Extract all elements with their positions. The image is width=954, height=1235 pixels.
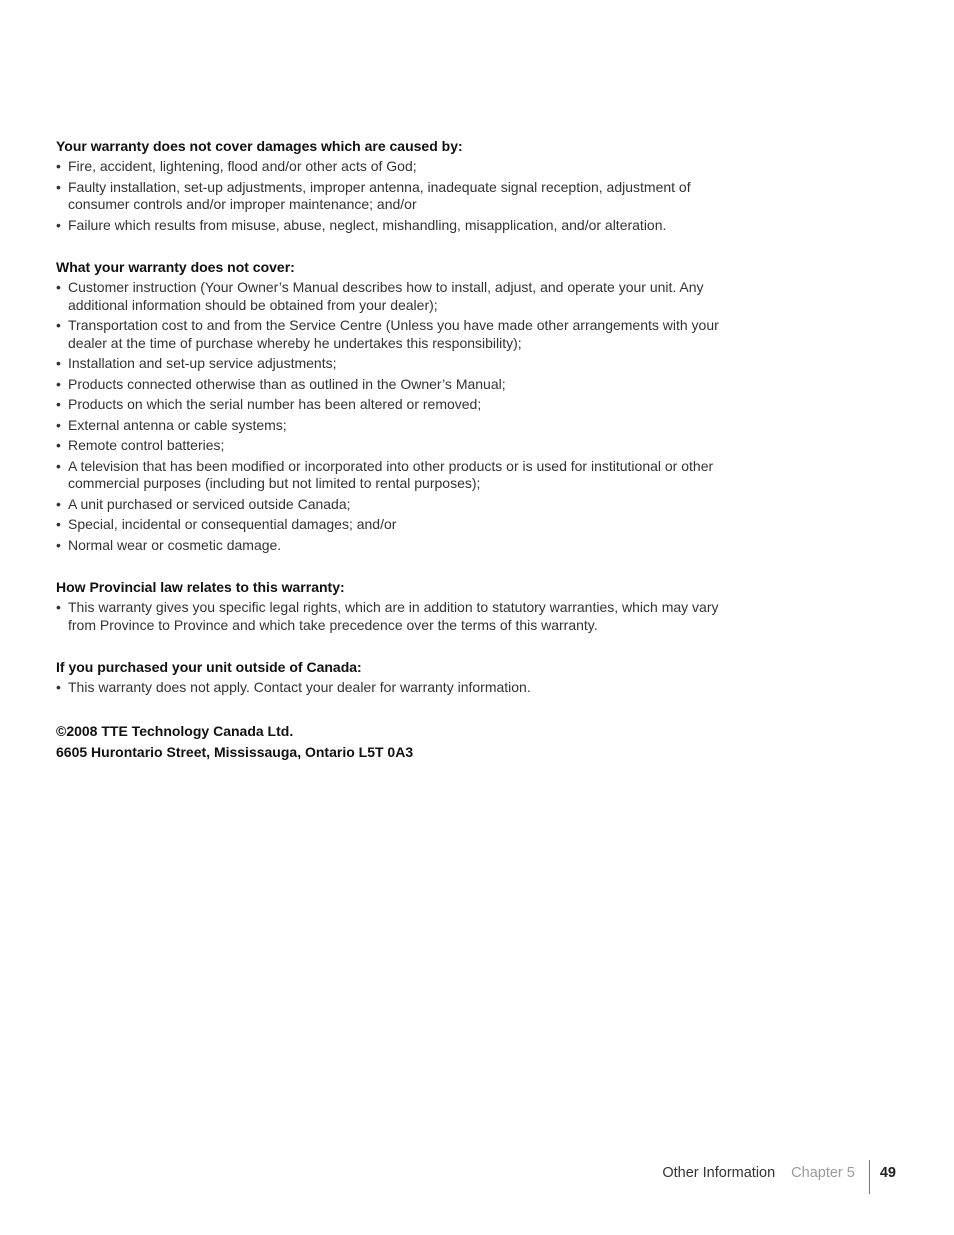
- list-item: • Transportation cost to and from the Service Centre (Unless you have made other arrangements with your dealer at the time of purchase whereby he undertakes this responsibility);: [56, 317, 736, 352]
- section-heading: If you purchased your unit outside of Canada:: [56, 659, 362, 675]
- section-heading: Your warranty does not cover damages which are caused by:: [56, 138, 463, 154]
- section-damages-not-covered: [56, 137, 736, 234]
- section-provincial-law: [56, 578, 736, 634]
- footer-chapter: Chapter 5: [791, 1165, 855, 1181]
- list-item: • Products connected otherwise than as outlined in the Owner’s Manual;: [56, 376, 736, 394]
- list-item: • Customer instruction (Your Owner’s Manual describes how to install, adjust, and operate your unit. Any additional information should be obtained from your dealer);: [56, 279, 736, 314]
- page-number: 49: [879, 1165, 896, 1181]
- list-item: • External antenna or cable systems;: [56, 417, 736, 435]
- copyright-line: ©2008 TTE Technology Canada Ltd.: [56, 722, 294, 739]
- copyright-block: [56, 721, 736, 763]
- list-item: • Products on which the serial number has been altered or removed;: [56, 396, 736, 414]
- bullet-list: [56, 679, 736, 697]
- footer-divider: [869, 1160, 870, 1194]
- document-body: [56, 137, 736, 763]
- list-item: • Remote control batteries;: [56, 437, 736, 455]
- section-outside-canada: [56, 658, 736, 697]
- list-item: • Special, incidental or consequential damages; and/or: [56, 516, 736, 534]
- list-item: • Fire, accident, lightening, flood and/or other acts of God;: [56, 158, 736, 176]
- footer-section-name: Other Information: [662, 1165, 776, 1181]
- list-item: • A television that has been modified or incorporated into other products or is used for institutional or other commercial purposes (including but not limited to rental purposes);: [56, 458, 736, 493]
- list-item: • Normal wear or cosmetic damage.: [56, 537, 736, 555]
- list-item: • This warranty gives you specific legal rights, which are in addition to statutory warranties, which may vary from Province to Province and which take precedence over the terms of this warranty.: [56, 599, 736, 634]
- section-heading: What your warranty does not cover:: [56, 259, 295, 275]
- bullet-list: [56, 279, 736, 554]
- page-footer: [662, 1160, 896, 1194]
- section-heading: How Provincial law relates to this warranty:: [56, 579, 345, 595]
- bullet-list: [56, 158, 736, 234]
- list-item: • A unit purchased or serviced outside Canada;: [56, 496, 736, 514]
- section-not-covered: [56, 258, 736, 554]
- bullet-list: [56, 599, 736, 634]
- address-line: 6605 Hurontario Street, Mississauga, Ontario L5T 0A3: [56, 743, 414, 760]
- list-item: • Installation and set-up service adjustments;: [56, 355, 736, 373]
- list-item: • Faulty installation, set-up adjustments, improper antenna, inadequate signal reception, adjustment of consumer controls and/or improper maintenance; and/or: [56, 179, 736, 214]
- list-item: • This warranty does not apply. Contact your dealer for warranty information.: [56, 679, 736, 697]
- list-item: • Failure which results from misuse, abuse, neglect, mishandling, misapplication, and/or alteration.: [56, 217, 736, 235]
